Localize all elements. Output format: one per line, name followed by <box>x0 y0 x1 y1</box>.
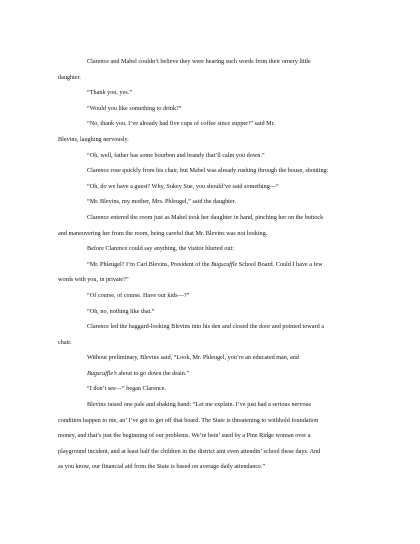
text-line: Clarence entered the room just as Mabel took her daughter in hand, pinching her on the buttock <box>87 213 324 221</box>
manuscript-text-body <box>58 54 362 475</box>
text-line-segment: School Board. Could I have a few <box>237 260 323 268</box>
text-line-segment: about to go down the drain.” <box>116 369 190 377</box>
text-line: playground incident, and at least half the children in the district aint even attendin’ school these days. And <box>58 447 321 455</box>
italic-title: Bugscuffle <box>211 260 238 268</box>
text-line: Before Clarence could say anything, the visitor blurted out: <box>87 245 234 253</box>
text-line: Blevins, laughing nervously. <box>58 135 129 143</box>
text-line: as you know, our financial aid from the State is based on average daily attendance.” <box>58 463 266 471</box>
text-line: “Mr. Blevins, my mother, Mrs. Phleugel,” said the daughter. <box>87 198 236 206</box>
text-line: “Oh, do we have a guest? Why, Sukey Sue, you should’ve said something—“ <box>87 182 279 190</box>
text-line: Without preliminary, Blevins said, “Look, Mr. Phleugel, you’re an educated man, and <box>87 354 299 362</box>
text-line: “Would you like something to drink?” <box>87 104 182 112</box>
text-line: “No, thank you. I’ve already had five cups of coffee since supper!” said Mr. <box>87 120 275 128</box>
italic-title: Bugscuffle’s <box>87 369 117 377</box>
text-line <box>58 257 362 273</box>
text-line: words with you, in private?” <box>58 276 129 284</box>
text-line: “I don’t see—“ began Clarence. <box>87 385 167 393</box>
text-line: Blevins raised one pale and shaking hand: “Let me explain. I’ve just had a serious nervous <box>87 401 312 409</box>
text-line: “Oh, well, father has some bourbon and brandy that’ll calm you down.” <box>87 151 265 159</box>
text-line: Clarence rose quickly from his chair, but Mabel was already rushing through the house, shouting: <box>87 167 329 175</box>
text-line: Clarence led the haggard-looking Blevins into his den and closed the door and pointed toward a <box>87 323 324 331</box>
text-line: Clarence and Mabel couldn’t believe they were hearing such words from their ornery little <box>87 58 311 65</box>
text-line: condition happen to me, an’ I’ve got to get off that board. The State is threatening to withhold foundation <box>58 416 319 424</box>
text-line: “Of course, of course. Have our kids—?” <box>87 291 190 299</box>
text-line <box>58 366 362 382</box>
text-line: chair. <box>58 338 72 346</box>
text-line: “Oh, no, nothing like that.” <box>87 307 155 315</box>
text-line: “Thank you, yes.” <box>87 89 133 97</box>
text-line-segment: “Mr. Phleugel? I’m Carl Blevins, President of the <box>87 260 212 268</box>
text-line: money, and that’s just the beginning of our problems. We’re bein’ sued by a Pine Ridge woman over a <box>58 432 311 440</box>
text-line: and maneuvering her from the room, being careful that Mr. Blevins was not looking. <box>58 229 268 237</box>
text-line: daughter. <box>58 73 81 81</box>
